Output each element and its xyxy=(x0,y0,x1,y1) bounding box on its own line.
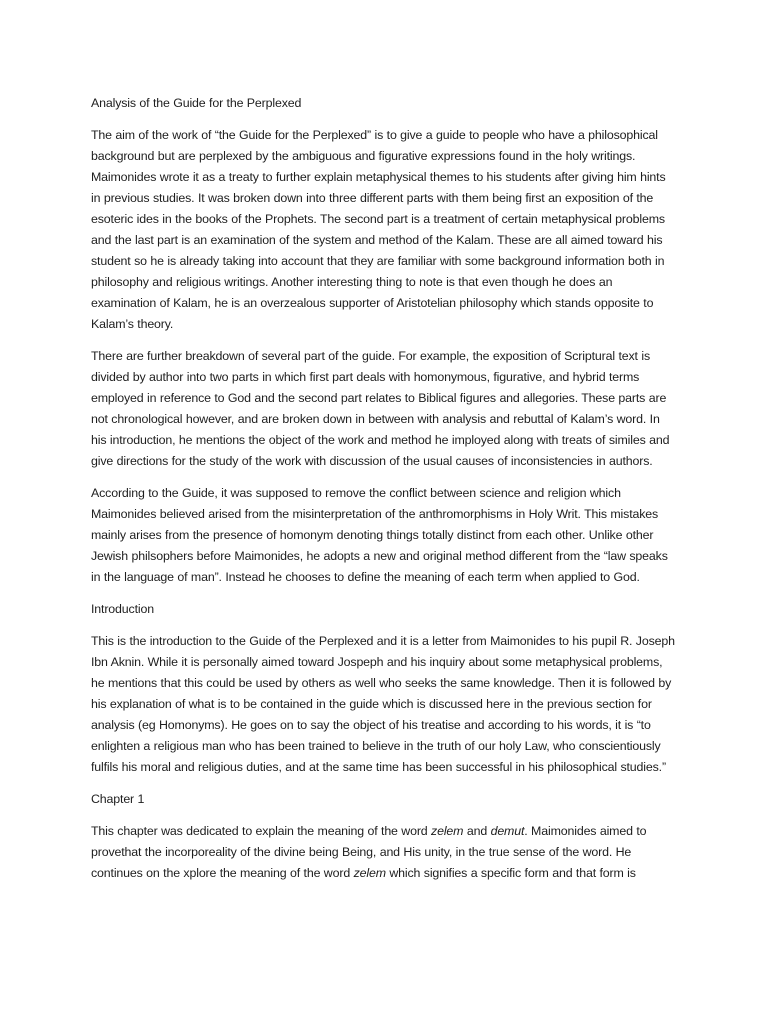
introduction-heading: Introduction xyxy=(91,602,154,616)
chapter-1-text-4: which signifies a specific form and that form is xyxy=(385,866,636,880)
term-demut: demut xyxy=(490,824,525,838)
chapter-1-heading: Chapter 1 xyxy=(91,792,145,806)
document-title: Analysis of the Guide for the Perplexed xyxy=(91,96,302,110)
introduction-paragraph: This is the introduction to the Guide of the Perplexed and it is a letter from Maimonides to his pupil R. Joseph Ibn Aknin. While it is personally aimed toward Jospeph and his inquiry about some metaphysical problems, he mentions that this could be used by others as well who seeks the same knowledge. Then it is followed by his explanation of what is to be contained in the guide which is discussed here in the previous section for analysis (eg Homonyms). He goes on to say the object of his treatise and according to his words, it is “to enlighten a religious man who has been trained to believe in the truth of our holy Law, who conscientiously fulfils his moral and religious duties, and at the same time has been successful in his philosophical studies.” xyxy=(91,634,675,774)
chapter-1-paragraph xyxy=(91,821,677,884)
chapter-1-text-3: . Maimonides aimed to provethat the incorporeality of the divine being Being, and His unity, in the true sense of the word. He continues on the xplore the meaning of the word xyxy=(91,824,647,880)
chapter-1-text-1: This chapter was dedicated to explain the meaning of the word xyxy=(91,824,432,838)
chapter-1-text-2: and xyxy=(463,824,491,838)
term-zelem-2: zelem xyxy=(353,866,386,880)
paragraph-conflict: According to the Guide, it was supposed to remove the conflict between science and religion which Maimonides believed arised from the misinterpretation of the anthromorphisms in Holy Writ. This mistakes mainly arises from the presence of homonym denoting things totally distinct from each other. Unlike other Jewish philsophers before Maimonides, he adopts a new and original method different from the “law speaks in the language of man”. Instead he chooses to define the meaning of each term when applied to God. xyxy=(91,486,668,584)
paragraph-aim: The aim of the work of “the Guide for the Perplexed” is to give a guide to people who have a philosophical background but are perplexed by the ambiguous and figurative expressions found in the holy writings. Maimonides wrote it as a treaty to further explain metaphysical themes to his students after giving him hints in previous studies. It was broken down into three different parts with them being first an exposition of the esoteric ides in the books of the Prophets. The second part is a treatment of certain metaphysical problems and the last part is an examination of the system and method of the Kalam. These are all aimed toward his student so he is already taking into account that they are familiar with some background information both in philosophy and religious writings. Another interesting thing to note is that even though he does an examination of Kalam, he is an overzealous supporter of Aristotelian philosophy which stands opposite to Kalam’s theory. xyxy=(91,128,666,331)
document-body xyxy=(91,93,677,895)
term-zelem: zelem xyxy=(431,824,464,838)
paragraph-breakdown: There are further breakdown of several part of the guide. For example, the exposition of Scriptural text is divided by author into two parts in which first part deals with homonymous, figurative, and hybrid terms employed in reference to God and the second part relates to Biblical figures and allegories. These parts are not chronological however, and are broken down in between with analysis and rebuttal of Kalam’s word. In his introduction, he mentions the object of the work and method he imployed along with treats of similes and give directions for the study of the work with discussion of the usual causes of inconsistencies in authors. xyxy=(91,349,670,468)
